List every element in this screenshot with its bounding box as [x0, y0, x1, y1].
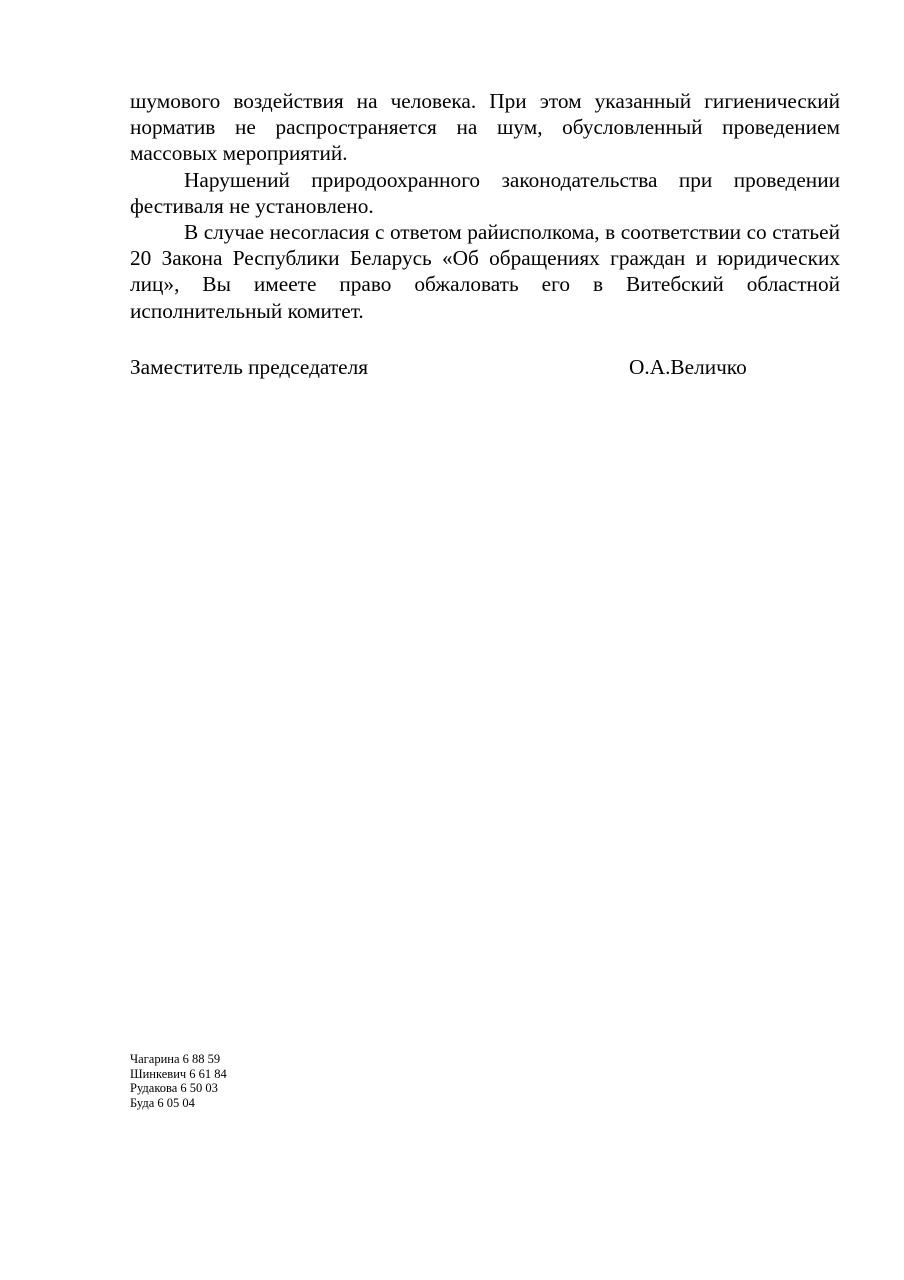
- signatory-position: Заместитель председателя: [130, 355, 369, 379]
- contact-line: Буда 6 05 04: [130, 1095, 195, 1110]
- contact-line: Чагарина 6 88 59: [130, 1052, 221, 1066]
- paragraph: Нарушений природоохранного законодательства при проведении фестиваля не установлено.: [130, 167, 840, 218]
- signatory-name: О.А.Величко: [629, 355, 747, 379]
- paragraph: В случае несогласия с ответом райисполкома, в соответствии со статьей 20 Закона Республики Беларусь «Об обращениях граждан и юридических лиц», Вы имеете право обжаловать его в Витебский областной исполнительный комитет.: [130, 220, 840, 323]
- contact-line: Рудакова 6 50 03: [130, 1081, 218, 1095]
- paragraph: шумового воздействия на человека. При этом указанный гигиенический норматив не распространяется на шум, обусловленный проведением массовых мероприятий.: [130, 89, 840, 166]
- contacts-list: [130, 1052, 227, 1110]
- contact-line: Шинкевич 6 61 84: [130, 1066, 227, 1081]
- letter-body: [130, 88, 840, 324]
